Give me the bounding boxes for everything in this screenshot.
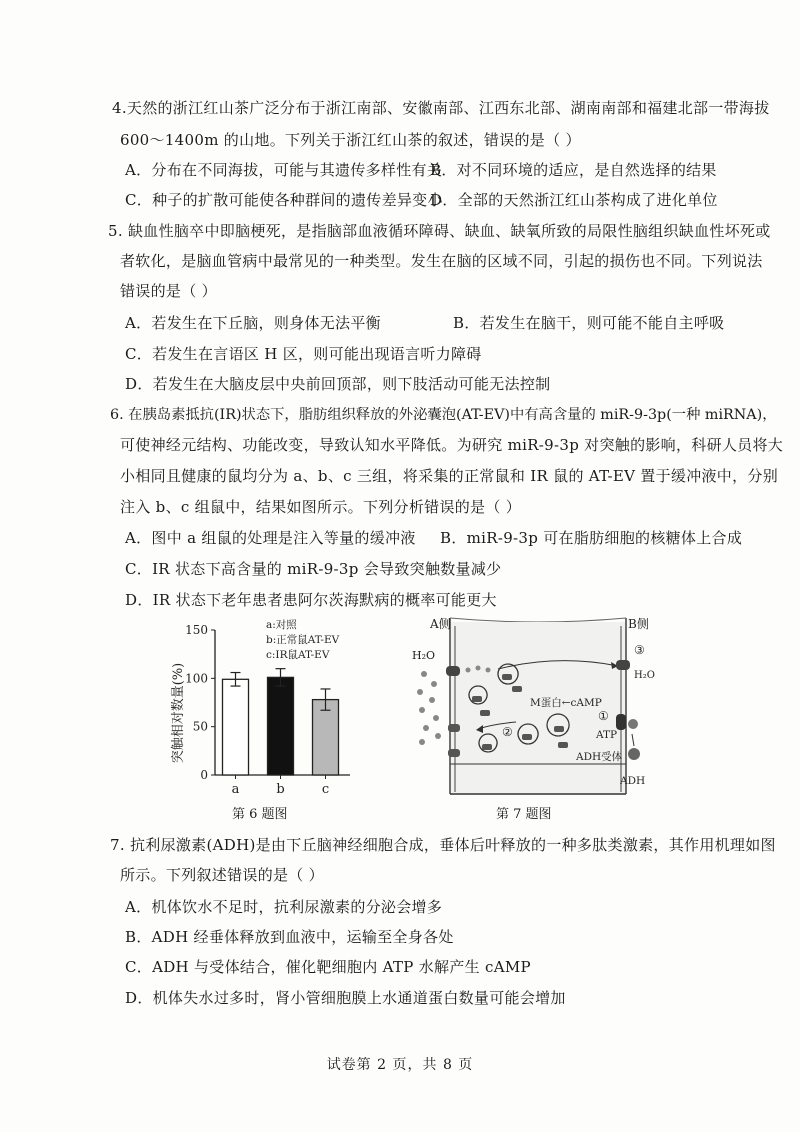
arrow-adh bbox=[632, 734, 634, 746]
y-tick-label: 100 bbox=[185, 671, 208, 686]
step-3-marker: ③ bbox=[634, 643, 645, 657]
legend-entry: c:IR鼠AT-EV bbox=[266, 649, 330, 661]
adh-bound bbox=[628, 719, 638, 729]
legend-entry: a:对照 bbox=[266, 619, 297, 631]
aquaporin-right bbox=[616, 660, 630, 670]
m-protein-label: M蛋白←cAMP bbox=[530, 697, 602, 709]
x-tick-label-a: a bbox=[231, 782, 240, 797]
q7-option-d: D．机体失水过多时，肾小管细胞膜上水通道蛋白数量可能会增加 bbox=[125, 989, 566, 1007]
adh-receptor-shape bbox=[616, 714, 626, 730]
q6-option-d: D．IR 状态下老年患者患阿尔茨海默病的概率可能更大 bbox=[125, 591, 497, 609]
q6-option-a: A．图中 a 组鼠的处理是注入等量的缓冲液 bbox=[125, 529, 416, 547]
y-tick-label: 50 bbox=[192, 719, 208, 734]
atp-label: ATP bbox=[596, 729, 618, 741]
q5-stem-line1: 5. 缺血性脑卒中即脑梗死，是指脑部血液循环障碍、缺血、缺氧所致的局限性脑组织缺血性坏死或 bbox=[108, 222, 771, 240]
page-footer: 试卷第 2 页，共 8 页 bbox=[326, 1057, 474, 1073]
q4-option-d: D．全部的天然浙江红山茶构成了进化单位 bbox=[430, 191, 718, 209]
q4-stem-line2: 600～1400m 的山地。下列关于浙江红山茶的叙述，错误的是（ ） bbox=[120, 131, 581, 149]
bar-c bbox=[313, 700, 339, 775]
q5-stem-line2: 者软化，是脑血管病中最常见的一种类型。发生在脑的区域不同，引起的损伤也不同。下列说法 bbox=[120, 252, 763, 270]
q7-option-a: A．机体饮水不足时，抗利尿激素的分泌会增多 bbox=[125, 898, 443, 916]
q7-stem-line2: 所示。下列叙述错误的是（ ） bbox=[120, 866, 324, 884]
q4-option-c: C．种子的扩散可能使各种群间的遗传差异变小 bbox=[125, 191, 443, 209]
q5-option-b: B．若发生在脑干，则可能不能自主呼吸 bbox=[453, 314, 725, 332]
fig6-caption: 第 6 题图 bbox=[232, 807, 288, 822]
adh-label: ADH bbox=[620, 775, 646, 787]
q4-option-b: B．对不同环境的适应，是自然选择的结果 bbox=[430, 161, 717, 179]
step-1-marker: ① bbox=[598, 709, 609, 723]
q6-bar-chart bbox=[170, 615, 370, 800]
label-a-side: A侧 bbox=[430, 617, 451, 631]
q4-option-a: A．分布在不同海拔，可能与其遗传多样性有关 bbox=[125, 161, 443, 179]
q7-option-c: C．ADH 与受体结合，催化靶细胞内 ATP 水解产生 cAMP bbox=[125, 958, 531, 976]
x-tick-label-c: c bbox=[321, 782, 330, 797]
q7-option-b: B．ADH 经垂体释放到血液中，运输至全身各处 bbox=[125, 928, 454, 946]
q6-option-b: B．miR-9-3p 可在脂肪细胞的核糖体上合成 bbox=[440, 529, 743, 547]
legend-entry: b:正常鼠AT-EV bbox=[266, 634, 340, 646]
q5-stem-line3: 错误的是（ ） bbox=[120, 282, 217, 300]
q6-stem-line3: 小相同且健康的鼠均分为 a、b、c 三组，将采集的正常鼠和 IR 鼠的 AT-EV 置于缓冲液中，分别 bbox=[120, 467, 779, 485]
y-tick-label: 150 bbox=[185, 623, 208, 637]
q4-stem-line1: 4.天然的浙江红山茶广泛分布于浙江南部、安徽南部、江西东北部、湖南南部和福建北部一带海拔 bbox=[112, 99, 770, 117]
q7-adh-diagram bbox=[408, 614, 655, 800]
cell-membrane-top bbox=[450, 618, 626, 622]
bar-b bbox=[268, 677, 294, 775]
q6-stem-line2: 可使神经元结构、功能改变，导致认知水平降低。为研究 miR-9-3p 对突触的影响，科研人员将大 bbox=[120, 436, 784, 454]
bar-a bbox=[223, 679, 249, 775]
q6-option-c: C．IR 状态下高含量的 miR-9-3p 会导致突触数量减少 bbox=[125, 560, 502, 578]
q5-option-a: A．若发生在下丘脑，则身体无法平衡 bbox=[125, 314, 381, 332]
aquaporin-left bbox=[446, 666, 460, 676]
fig7-caption: 第 7 题图 bbox=[496, 807, 552, 822]
step-2-marker: ② bbox=[502, 725, 513, 739]
h2o-right-label: H₂O bbox=[634, 670, 655, 681]
adh-molecule bbox=[628, 748, 640, 760]
x-tick-label-b: b bbox=[276, 782, 285, 797]
q6-stem-line4: 注入 b、c 组鼠中，结果如图所示。下列分析错误的是（ ） bbox=[120, 498, 522, 516]
y-tick-label: 0 bbox=[200, 768, 208, 782]
q5-option-c: C．若发生在言语区 H 区，则可能出现语言听力障碍 bbox=[125, 345, 482, 363]
water-molecules-left bbox=[417, 671, 441, 745]
q5-option-d: D．若发生在大脑皮层中央前回顶部，则下肢活动可能无法控制 bbox=[125, 375, 551, 393]
q7-stem-line1: 7. 抗利尿激素(ADH)是由下丘脑神经细胞合成，垂体后叶释放的一种多肽类激素，其作用机理如图 bbox=[110, 836, 776, 854]
receptor-label: ADH受体 bbox=[576, 751, 623, 763]
h2o-left-label: H₂O bbox=[412, 649, 436, 662]
chart-y-axis-label: 突触相对数量(%) bbox=[171, 662, 186, 764]
label-b-side: B侧 bbox=[628, 617, 649, 631]
q6-stem-line1: 6. 在胰岛素抵抗(IR)状态下，脂肪组织释放的外泌囊泡(AT-EV)中有高含量的 miR-9-3p(一种 miRNA)， bbox=[110, 407, 777, 423]
